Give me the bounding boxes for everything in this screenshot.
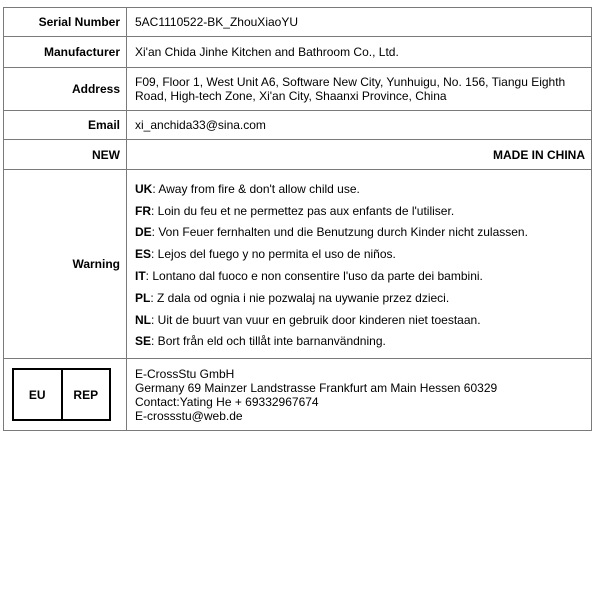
eu-rep-contact: Contact:Yating He + 69332967674 [135,394,319,409]
new-row [4,140,592,170]
email-row [4,111,592,140]
eu-rep-company: E-CrossStu GmbH [135,366,235,381]
warning-list [135,175,585,353]
product-info-table [3,7,592,431]
warning-item-pl: PL: Z dala od ognia i nie pozwalaj na uywanie przez dzieci. [135,290,450,305]
address-line-1: F09, Floor 1, West Unit A6, Software New City, Yunhuigu, No. 156, Tiangu Eighth [135,75,566,89]
eu-rep-row [4,359,592,431]
warning-item-uk: UK: Away from fire & don't allow child use. [135,181,360,196]
warning-item-it: IT: Lontano dal fuoco e non consentire l'uso da parte dei bambini. [135,269,483,283]
email-label: Email [4,111,127,140]
email-value: xi_anchida33@sina.com [127,111,592,140]
new-label: NEW [4,140,127,170]
eu-rep-email: E-crossstu@web.de [135,408,243,423]
address-line-2: Road, High-tech Zone, Xi'an City, Shaanxi Province, China [135,89,447,103]
eu-rep-address: Germany 69 Mainzer Landstrasse Frankfurt am Main Hessen 60329 [135,380,498,395]
warning-item-fr: FR: Loin du feu et ne permettez pas aux enfants de l'utiliser. [135,203,455,218]
address-value [127,68,592,111]
serial-number-value: 5AC1110522-BK_ZhouXiaoYU [127,8,592,37]
manufacturer-row [4,37,592,68]
eu-rep-symbol [12,368,111,421]
warning-list-cell [127,170,592,359]
warning-item-de: DE: Von Feuer fernhalten und die Benutzung durch Kinder nicht zulassen. [135,225,528,240]
address-row [4,68,592,111]
warning-label: Warning [4,170,127,359]
address-label: Address [4,68,127,111]
serial-number-label: Serial Number [4,8,127,37]
warning-item-nl: NL: Uit de buurt van vuur en gebruik door kinderen niet toestaan. [135,312,481,327]
warning-row [4,170,592,359]
eu-rep-symbol-rep: REP [61,370,110,419]
warning-item-se: SE: Bort från eld och tillåt inte barnanvändning. [135,334,386,349]
manufacturer-value: Xi'an Chida Jinhe Kitchen and Bathroom Co., Ltd. [127,37,592,68]
eu-rep-symbol-cell [4,359,127,431]
eu-rep-details [127,359,592,431]
eu-rep-symbol-eu: EU [28,387,46,402]
made-in-china: MADE IN CHINA [127,140,592,170]
serial-row [4,8,592,37]
manufacturer-label: Manufacturer [4,37,127,68]
warning-item-es: ES: Lejos del fuego y no permita el uso de niños. [135,247,396,262]
